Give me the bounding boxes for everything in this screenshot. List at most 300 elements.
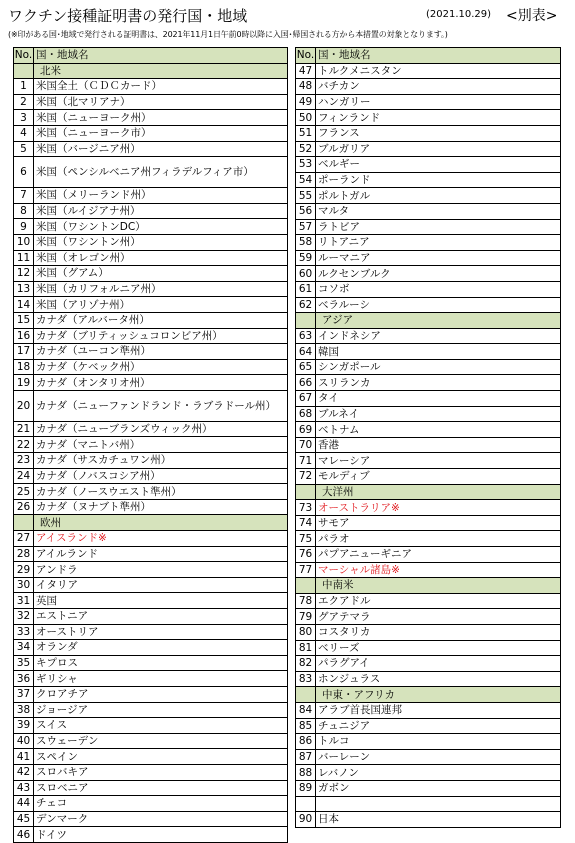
row-number: 25 [14, 484, 34, 500]
row-number [14, 63, 34, 79]
table-row [296, 79, 561, 95]
table-row [296, 281, 561, 297]
row-number: 52 [296, 141, 316, 157]
table-row [14, 484, 288, 500]
country-name: レバノン [316, 765, 561, 781]
table-row [296, 391, 561, 407]
table-row [14, 203, 288, 219]
row-number: 73 [296, 500, 316, 516]
region-header-row [14, 515, 288, 531]
country-name: スペイン [34, 749, 288, 765]
row-number: 81 [296, 640, 316, 656]
table-row [296, 359, 561, 375]
row-number: 19 [14, 375, 34, 391]
country-name: リトアニア [316, 235, 561, 251]
row-number: 76 [296, 547, 316, 563]
row-number: 13 [14, 281, 34, 297]
row-number: 89 [296, 780, 316, 796]
table-row [296, 812, 561, 828]
table-row [296, 406, 561, 422]
table-row [14, 375, 288, 391]
table-row [14, 733, 288, 749]
row-number: 74 [296, 515, 316, 531]
row-number: 39 [14, 718, 34, 734]
row-number: 58 [296, 235, 316, 251]
country-name: チェコ [34, 796, 288, 812]
country-name: ジョージア [34, 702, 288, 718]
table-row [296, 203, 561, 219]
row-number: 45 [14, 811, 34, 827]
row-number: 14 [14, 297, 34, 313]
row-number: 18 [14, 359, 34, 375]
region-header-row [296, 687, 561, 703]
country-name: カナダ（ニューファンドランド・ラブラドール州） [34, 390, 288, 421]
column-header-no: No. [14, 49, 33, 62]
table-row [296, 531, 561, 547]
country-name: クロアチア [34, 686, 288, 702]
region-header-row [296, 484, 561, 500]
table-row [14, 546, 288, 562]
country-name: カナダ（ヌナブト準州） [34, 499, 288, 515]
row-number: 23 [14, 453, 34, 469]
table-row [296, 141, 561, 157]
row-number: 70 [296, 437, 316, 453]
table-row [14, 312, 288, 328]
region-name: 中南米 [316, 578, 561, 594]
row-number: 83 [296, 671, 316, 687]
country-name: 米国（ニューヨーク州） [34, 110, 288, 126]
country-name: スリランカ [316, 375, 561, 391]
table-row [296, 297, 561, 313]
table-row [296, 749, 561, 765]
table-row [14, 499, 288, 515]
row-number: 1 [14, 79, 34, 95]
region-name: 大洋州 [316, 484, 561, 500]
column-header-name: 国・地域名 [34, 48, 288, 64]
country-name: カナダ（ケベック州） [34, 359, 288, 375]
country-name: オーストラリア※ [316, 500, 561, 516]
table-row [14, 468, 288, 484]
country-name: 米国（北マリアナ） [34, 94, 288, 110]
region-name: アジア [316, 313, 561, 329]
country-name: ルーマニア [316, 250, 561, 266]
row-number: 6 [14, 157, 34, 188]
region-header-row [14, 63, 288, 79]
row-number: 22 [14, 437, 34, 453]
table-row [14, 655, 288, 671]
table-row [296, 188, 561, 204]
table-row [296, 780, 561, 796]
document-date: (2021.10.29) [426, 9, 492, 20]
row-number: 62 [296, 297, 316, 313]
row-number [14, 515, 34, 531]
table-row [14, 281, 288, 297]
country-name: ギリシャ [34, 671, 288, 687]
right-table-body [296, 48, 561, 828]
table-row [14, 702, 288, 718]
table-row [296, 125, 561, 141]
country-name: マレーシア [316, 453, 561, 469]
country-name: 米国（オレゴン州） [34, 250, 288, 266]
country-name: シンガポール [316, 359, 561, 375]
row-number: 71 [296, 453, 316, 469]
table-row [14, 390, 288, 421]
country-name: ブルガリア [316, 141, 561, 157]
table-row [14, 266, 288, 282]
table-row [14, 827, 288, 843]
row-number: 65 [296, 359, 316, 375]
row-number: 15 [14, 312, 34, 328]
country-name: トルクメニスタン [316, 63, 561, 79]
table-row [296, 656, 561, 672]
country-name: デンマーク [34, 811, 288, 827]
country-name: カナダ（サスカチュワン州） [34, 453, 288, 469]
table-row [296, 515, 561, 531]
country-name: スウェーデン [34, 733, 288, 749]
table-row [296, 110, 561, 126]
row-number: 3 [14, 110, 34, 126]
row-number: 5 [14, 141, 34, 157]
row-number: 2 [14, 94, 34, 110]
country-name: カナダ（オンタリオ州） [34, 375, 288, 391]
table-row [296, 235, 561, 251]
table-row [296, 422, 561, 438]
row-number: 66 [296, 375, 316, 391]
country-name: パラグアイ [316, 656, 561, 672]
row-number: 57 [296, 219, 316, 235]
country-name: 米国（ニューヨーク市） [34, 125, 288, 141]
country-name: ドイツ [34, 827, 288, 843]
row-number: 68 [296, 406, 316, 422]
row-number [296, 313, 316, 329]
country-name: カナダ（ノースウエスト準州） [34, 484, 288, 500]
country-name: 米国全土（ＣＤＣカード） [34, 79, 288, 95]
table-row [14, 234, 288, 250]
region-name: 中東・アフリカ [316, 687, 561, 703]
table-row [296, 157, 561, 173]
country-name: マーシャル諸島※ [316, 562, 561, 578]
table-row [296, 375, 561, 391]
country-name: 米国（グアム） [34, 266, 288, 282]
row-number: 48 [296, 79, 316, 95]
table-row [296, 624, 561, 640]
region-header-row [296, 313, 561, 329]
country-name: アイルランド [34, 546, 288, 562]
row-number: 20 [14, 390, 34, 421]
table-row [296, 344, 561, 360]
country-name: バーレーン [316, 749, 561, 765]
row-number: 86 [296, 734, 316, 750]
row-number: 59 [296, 250, 316, 266]
country-name: イタリア [34, 577, 288, 593]
row-number: 72 [296, 469, 316, 485]
row-number: 82 [296, 656, 316, 672]
table-row [296, 219, 561, 235]
column-header-no: No. [296, 49, 315, 62]
country-name: ベラルーシ [316, 297, 561, 313]
country-name: ベリーズ [316, 640, 561, 656]
country-name: エストニア [34, 609, 288, 625]
country-name: ポルトガル [316, 188, 561, 204]
country-name: 米国（アリゾナ州） [34, 297, 288, 313]
country-name: カナダ（ブリティッシュコロンビア州） [34, 328, 288, 344]
country-name: 米国（メリーランド州） [34, 188, 288, 204]
country-name: カナダ（マニトバ州） [34, 437, 288, 453]
table-header-row [296, 48, 561, 64]
row-number: 41 [14, 749, 34, 765]
row-number: 63 [296, 328, 316, 344]
country-name: ラトビア [316, 219, 561, 235]
row-number: 42 [14, 764, 34, 780]
table-row [14, 250, 288, 266]
row-number: 4 [14, 125, 34, 141]
row-number: 46 [14, 827, 34, 843]
row-number: 90 [296, 812, 316, 828]
row-number: 24 [14, 468, 34, 484]
row-number: 29 [14, 562, 34, 578]
table-row [14, 437, 288, 453]
table-row [14, 609, 288, 625]
region-name: 北米 [34, 63, 288, 79]
table-row [14, 328, 288, 344]
row-number [296, 484, 316, 500]
row-number: 80 [296, 624, 316, 640]
country-name: フランス [316, 125, 561, 141]
row-number: 56 [296, 203, 316, 219]
country-name: 米国（ワシントン州） [34, 234, 288, 250]
country-table-left [13, 47, 288, 843]
country-name: ルクセンブルク [316, 266, 561, 282]
row-number: 61 [296, 281, 316, 297]
row-number: 64 [296, 344, 316, 360]
table-row [296, 469, 561, 485]
row-number: 32 [14, 609, 34, 625]
table-row [296, 702, 561, 718]
column-header-name: 国・地域名 [316, 48, 561, 64]
country-name: キプロス [34, 655, 288, 671]
row-number: 78 [296, 593, 316, 609]
country-name: サモア [316, 515, 561, 531]
table-row [14, 110, 288, 126]
row-number: 34 [14, 640, 34, 656]
left-table-body [14, 48, 288, 843]
row-number: 37 [14, 686, 34, 702]
country-name: グアテマラ [316, 609, 561, 625]
table-row [14, 811, 288, 827]
table-row [14, 421, 288, 437]
country-name: エクアドル [316, 593, 561, 609]
row-number: 77 [296, 562, 316, 578]
country-name: タイ [316, 391, 561, 407]
table-row [14, 749, 288, 765]
country-name: スイス [34, 718, 288, 734]
table-row [296, 671, 561, 687]
table-row [296, 593, 561, 609]
country-name: ブルネイ [316, 406, 561, 422]
country-name: スロベニア [34, 780, 288, 796]
row-number: 79 [296, 609, 316, 625]
row-number: 35 [14, 655, 34, 671]
row-number: 60 [296, 266, 316, 282]
table-row [14, 297, 288, 313]
country-name: 米国（カリフォルニア州） [34, 281, 288, 297]
table-row [14, 671, 288, 687]
row-number: 8 [14, 203, 34, 219]
table-row [14, 780, 288, 796]
country-name: フィンランド [316, 110, 561, 126]
row-number: 28 [14, 546, 34, 562]
row-number [296, 687, 316, 703]
country-name: 英国 [34, 593, 288, 609]
row-number: 54 [296, 172, 316, 188]
region-name: 欧州 [34, 515, 288, 531]
table-row [14, 188, 288, 204]
table-row [14, 141, 288, 157]
country-name [316, 796, 561, 812]
table-row [14, 157, 288, 188]
table-row [296, 63, 561, 79]
country-name: モルディブ [316, 469, 561, 485]
row-number: 87 [296, 749, 316, 765]
row-number: 9 [14, 219, 34, 235]
row-number: 85 [296, 718, 316, 734]
row-number [296, 578, 316, 594]
table-row [14, 453, 288, 469]
row-number: 44 [14, 796, 34, 812]
table-row [296, 453, 561, 469]
country-name: 米国（バージニア州） [34, 141, 288, 157]
country-name: ガボン [316, 780, 561, 796]
row-number: 50 [296, 110, 316, 126]
row-number: 16 [14, 328, 34, 344]
row-number: 11 [14, 250, 34, 266]
table-row [296, 437, 561, 453]
table-row [296, 500, 561, 516]
table-row [14, 562, 288, 578]
country-name: ハンガリー [316, 94, 561, 110]
row-number [296, 796, 316, 812]
table-row [14, 577, 288, 593]
country-name: 米国（ワシントンDC） [34, 219, 288, 235]
country-name: カナダ（ニューブランズウィック州） [34, 421, 288, 437]
country-name: カナダ（ノバスコシア州） [34, 468, 288, 484]
table-row [296, 94, 561, 110]
row-number: 75 [296, 531, 316, 547]
row-number: 43 [14, 780, 34, 796]
table-row [14, 94, 288, 110]
region-header-row [296, 578, 561, 594]
country-name: 韓国 [316, 344, 561, 360]
row-number: 27 [14, 531, 34, 547]
row-number: 88 [296, 765, 316, 781]
country-name: コソボ [316, 281, 561, 297]
country-name: トルコ [316, 734, 561, 750]
country-name: ベトナム [316, 422, 561, 438]
table-row [296, 640, 561, 656]
table-row [14, 531, 288, 547]
row-number: 26 [14, 499, 34, 515]
country-name: 米国（ルイジアナ州） [34, 203, 288, 219]
table-header-row [14, 48, 288, 64]
table-row [14, 593, 288, 609]
table-row [14, 796, 288, 812]
country-name: パラオ [316, 531, 561, 547]
row-number: 53 [296, 157, 316, 173]
country-name: 香港 [316, 437, 561, 453]
table-row [296, 765, 561, 781]
row-number: 10 [14, 234, 34, 250]
row-number: 7 [14, 188, 34, 204]
country-name: バチカン [316, 79, 561, 95]
table-row [14, 344, 288, 360]
row-number: 55 [296, 188, 316, 204]
table-row [296, 562, 561, 578]
country-name: マルタ [316, 203, 561, 219]
table-row [296, 796, 561, 812]
row-number: 40 [14, 733, 34, 749]
table-row [14, 219, 288, 235]
table-row [296, 266, 561, 282]
country-name: ポーランド [316, 172, 561, 188]
country-name: アイスランド※ [34, 531, 288, 547]
table-row [14, 640, 288, 656]
row-number: 67 [296, 391, 316, 407]
country-name: スロバキア [34, 764, 288, 780]
table-row [14, 125, 288, 141]
country-name: チュニジア [316, 718, 561, 734]
country-name: ベルギー [316, 157, 561, 173]
table-row [14, 79, 288, 95]
country-name: アラブ首長国連邦 [316, 702, 561, 718]
row-number: 30 [14, 577, 34, 593]
row-number: 38 [14, 702, 34, 718]
country-name: インドネシア [316, 328, 561, 344]
country-name: オーストリア [34, 624, 288, 640]
row-number: 36 [14, 671, 34, 687]
row-number: 33 [14, 624, 34, 640]
row-number: 21 [14, 421, 34, 437]
document-header [8, 4, 568, 26]
country-name: カナダ（アルバータ州） [34, 312, 288, 328]
table-row [14, 718, 288, 734]
row-number: 47 [296, 63, 316, 79]
country-table-right [295, 47, 561, 828]
row-number: 69 [296, 422, 316, 438]
table-row [14, 359, 288, 375]
country-name: パプアニューギニア [316, 547, 561, 563]
country-name: カナダ（ユーコン準州） [34, 344, 288, 360]
row-number: 17 [14, 344, 34, 360]
country-name: ホンジュラス [316, 671, 561, 687]
table-row [296, 734, 561, 750]
table-row [296, 718, 561, 734]
table-row [296, 172, 561, 188]
row-number: 31 [14, 593, 34, 609]
country-name: 米国（ペンシルベニア州フィラデルフィア市） [34, 157, 288, 188]
table-row [296, 250, 561, 266]
row-number: 51 [296, 125, 316, 141]
document-title: ワクチン接種証明書の発行国・地域 [8, 7, 248, 25]
attachment-label: <別表> [506, 8, 558, 24]
table-row [296, 328, 561, 344]
footnote: (※印がある国･地域で発行される証明書は、2021年11月1日午前0時以降に入国･帰国される方から本措置の対象となります。) [8, 30, 448, 39]
country-name: アンドラ [34, 562, 288, 578]
country-name: 日本 [316, 812, 561, 828]
table-row [14, 764, 288, 780]
table-row [296, 547, 561, 563]
row-number: 12 [14, 266, 34, 282]
table-row [14, 624, 288, 640]
